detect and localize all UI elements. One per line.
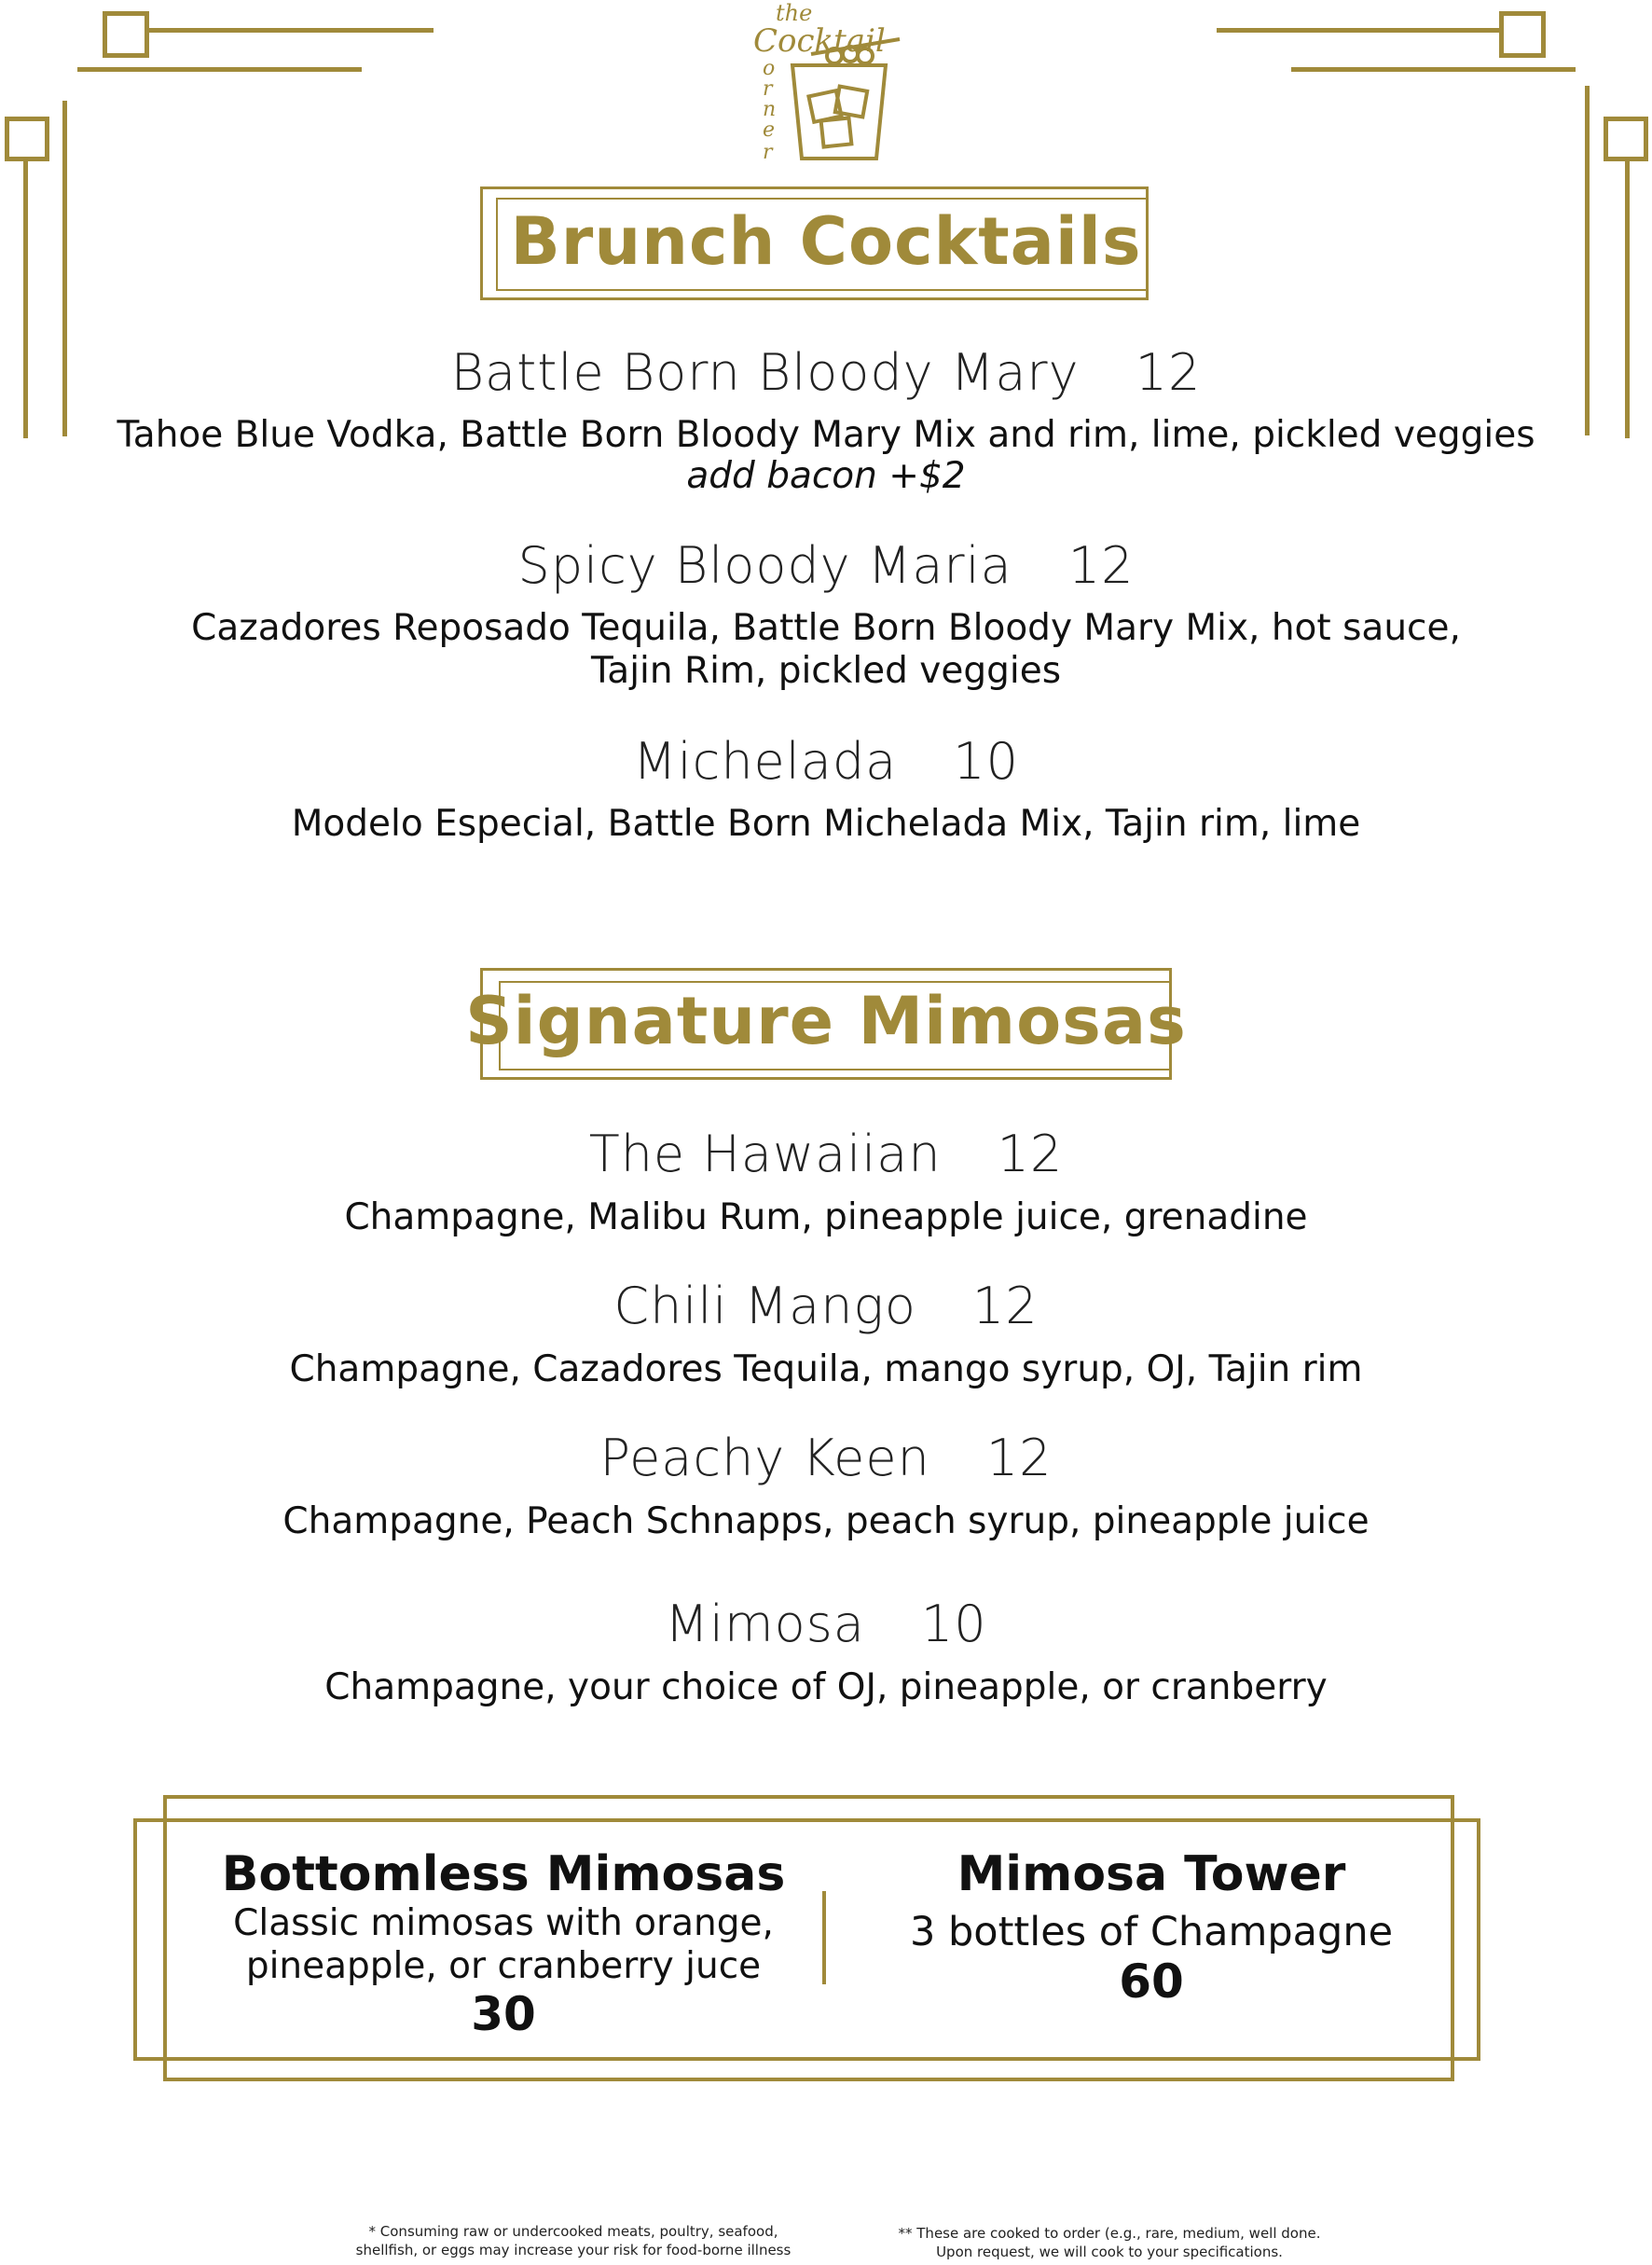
menu-item-description: Tajin Rim, pickled veggies (590, 650, 1062, 692)
footnote-left: * Consuming raw or undercooked meats, poultry, seafood, shellfish, or eggs may increase your risk for food-borne illness (355, 2223, 792, 2258)
menu-item-name: Battle Born Bloody Mary 12 (450, 343, 1202, 402)
menu-item-description: Modelo Especial, Battle Born Michelada Mix, Tajin rim, lime (291, 803, 1361, 845)
menu-item-price: 12 (997, 1125, 1064, 1183)
mimosa-tower-price: 60 (1119, 1954, 1184, 2009)
menu-item-name: Mimosa 10 (665, 1595, 987, 1653)
svg-text:n: n (763, 98, 777, 121)
menu-item-note: add bacon +$2 (686, 455, 966, 497)
bottomless-mimosas-description: pineapple, or cranberry juce (245, 1945, 762, 1987)
cocktail-corner-logo (746, 0, 914, 173)
svg-text:r: r (763, 141, 773, 164)
mimosa-tower-description: 3 bottles of Champagne (909, 1909, 1394, 1955)
menu-item-price: 10 (920, 1595, 987, 1653)
svg-text:o: o (763, 57, 776, 80)
menu-item-price: 10 (953, 732, 1019, 791)
mimosa-tower-title: Mimosa Tower (957, 1846, 1346, 1902)
mimosas-section-title: Signature Mimosas (465, 983, 1187, 1059)
menu-item-description: Champagne, Cazadores Tequila, mango syrup, OJ, Tajin rim (289, 1348, 1363, 1390)
bottomless-mimosas-price: 30 (471, 1987, 536, 2041)
menu-item-name: Chili Mango 12 (613, 1277, 1039, 1335)
menu-item-description: Champagne, Peach Schnapps, peach syrup, pineapple juice (282, 1500, 1370, 1542)
svg-text:r: r (763, 77, 773, 101)
menu-item-price: 12 (1067, 536, 1135, 595)
menu-item-description: Champagne, your choice of OJ, pineapple, or cranberry (324, 1666, 1328, 1708)
menu-item-name: Peachy Keen 12 (599, 1429, 1053, 1487)
menu-item-name: The Hawaiian 12 (588, 1125, 1064, 1183)
footnote-right: ** These are cooked to order (e.g., rare, medium, well done. Upon request, we will cook to your specifications. (898, 2225, 1321, 2260)
svg-text:the: the (776, 0, 813, 26)
menu-item-description: Cazadores Reposado Tequila, Battle Born Bloody Mary Mix, hot sauce, (191, 607, 1461, 649)
svg-text:Cocktail: Cocktail (753, 22, 886, 60)
menu-item-name: Michelada 10 (633, 732, 1019, 791)
menu-item-price: 12 (985, 1429, 1053, 1487)
bottomless-mimosas-title: Bottomless Mimosas (221, 1846, 786, 1902)
menu-item-description: Champagne, Malibu Rum, pineapple juice, grenadine (344, 1196, 1308, 1238)
brunch-section-title: Brunch Cocktails (510, 203, 1142, 280)
svg-text:e: e (763, 118, 776, 142)
menu-item-price: 12 (1135, 343, 1202, 402)
bottomless-mimosas-description: Classic mimosas with orange, (233, 1902, 774, 1944)
menu-item-name: Spicy Bloody Maria 12 (517, 536, 1135, 595)
menu-item-description: Tahoe Blue Vodka, Battle Born Bloody Mary Mix and rim, lime, pickled veggies (117, 414, 1535, 456)
menu-item-price: 12 (971, 1277, 1039, 1335)
